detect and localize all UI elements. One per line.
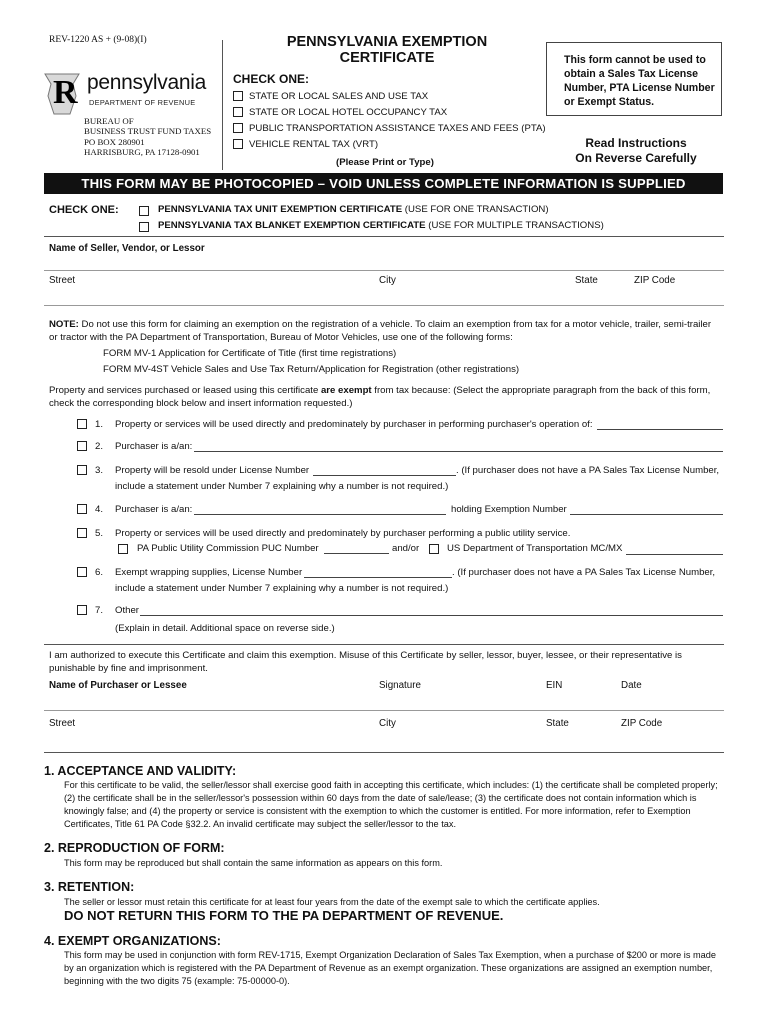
header-divider [222, 40, 223, 170]
notice-text: This form cannot be used to obtain a Sales Tax License Number, PTA License Number or Exempt Status. [564, 54, 715, 108]
purchaser-name-label: Name of Purchaser or Lessee [49, 680, 187, 691]
reason-3-text: Property will be resold under License Number [115, 465, 310, 476]
reason-7-text: Other [115, 605, 139, 616]
section-1-text: For this certificate to be valid, the seller/lessor shall exercise good faith in accepting this certificate, which includes: (1) the certificate shall be completed properly; (2) the certificate shall be in the seller/lessor's possession within 60 days from the date of sale/lease; (3) the certificate does not contain information which is knowingly false; and (4) the property or service is consistent with the exemption to which the customer is entitled. For more information, refer to Exemption Certificates, Title 61 PA Code §32.2. An invalid certificate may subject the seller/lessor to the tax. [64, 780, 718, 829]
check-one-heading: CHECK ONE: [233, 72, 310, 86]
opt2-rest: (USE FOR MULTIPLE TRANSACTIONS) [425, 220, 604, 231]
seller-street-label: Street [49, 275, 76, 286]
form-mv4st: FORM MV-4ST Vehicle Sales and Use Tax Return/Application for Registration (other registrations) [103, 364, 520, 375]
reason-4-exemption-field[interactable] [570, 514, 723, 515]
form-title [228, 34, 546, 66]
reason-6-checkbox[interactable] [77, 567, 87, 577]
logo-letter: R [53, 74, 78, 111]
reason-6-text-c: include a statement under Number 7 explaining why a number is not required.) [115, 583, 449, 594]
reason-5-checkbox[interactable] [77, 528, 87, 538]
reason-6-text-b: . (If purchaser does not have a PA Sales Tax License Number, [452, 567, 716, 578]
and-or-label: and/or [392, 543, 420, 554]
reason-7-field[interactable] [140, 615, 723, 616]
section-4-text: This form may be used in conjunction with form REV-1715, Exempt Organization Declaration of Sales Tax Exemption, when a purchase of $200 or more is made by an organization which is registered with the PA Department of Revenue as an exempt organization. These organizations are assigned an exemption number, beginning with the two digits 75 (example: 75-00000-0). [64, 950, 716, 986]
reason-number: 4. [95, 504, 104, 515]
blanket-exemption-label [158, 220, 604, 231]
reason-number: 6. [95, 567, 104, 578]
seller-address-field[interactable] [44, 289, 724, 306]
unit-exemption-checkbox[interactable] [139, 206, 149, 216]
seller-name-label: Name of Seller, Vendor, or Lessor [49, 243, 205, 254]
purchaser-address-field[interactable] [44, 732, 724, 753]
notice-box [546, 42, 722, 116]
reason-number: 2. [95, 441, 104, 452]
section-1-title: 1. ACCEPTANCE AND VALIDITY: [44, 764, 237, 778]
option-label: STATE OR LOCAL HOTEL OCCUPANCY TAX [249, 107, 448, 118]
purchaser-name-field[interactable] [44, 694, 724, 711]
section-2-text: This form may be reproduced but shall contain the same information as appears on this form. [64, 858, 443, 868]
option-label: PUBLIC TRANSPORTATION ASSISTANCE TAXES AND FEES (PTA) [249, 123, 546, 134]
property-intro [49, 384, 721, 410]
signature-label: Signature [379, 680, 421, 691]
purchaser-state-label: State [546, 718, 569, 729]
read-instructions-line2: On Reverse Carefully [575, 151, 697, 165]
vehicle-note [49, 318, 721, 344]
logo-name: pennsylvania [87, 71, 206, 94]
reason-3-checkbox[interactable] [77, 465, 87, 475]
unit-exemption-label [158, 204, 549, 215]
reason-3-text-b: . (If purchaser does not have a PA Sales Tax License Number, [456, 465, 720, 476]
opt1-bold: PENNSYLVANIA TAX UNIT EXEMPTION CERTIFICATE [158, 204, 403, 215]
check-one-label: CHECK ONE: [49, 204, 119, 216]
read-instructions-line1: Read Instructions [585, 136, 687, 150]
section-3-warning: DO NOT RETURN THIS FORM TO THE PA DEPARTMENT OF REVENUE. [64, 908, 504, 923]
intro-a: Property and services purchased or leased using this certificate [49, 385, 321, 396]
purchaser-zip-label: ZIP Code [621, 718, 663, 729]
reason-4-type-field[interactable] [194, 514, 446, 515]
address-line: BUREAU OF [84, 116, 134, 126]
reason-7-explain: (Explain in detail. Additional space on reverse side.) [115, 623, 335, 634]
reason-6-license-field[interactable] [304, 577, 452, 578]
address-line: BUSINESS TRUST FUND TAXES [84, 126, 212, 137]
note-label: NOTE: [49, 319, 79, 330]
form-title-line1: PENNSYLVANIA EXEMPTION [286, 34, 488, 50]
purchaser-city-label: City [379, 718, 396, 729]
vrt-checkbox[interactable] [233, 139, 243, 149]
logo-dept: DEPARTMENT OF REVENUE [89, 98, 196, 107]
puc-label: PA Public Utility Commission PUC Number [137, 543, 319, 554]
reason-4-checkbox[interactable] [77, 504, 87, 514]
reason-number: 5. [95, 528, 104, 539]
seller-state-label: State [575, 275, 598, 286]
opt2-bold: PENNSYLVANIA TAX BLANKET EXEMPTION CERTIFICATE [158, 220, 426, 231]
photocopy-banner [44, 173, 723, 194]
reason-4-text-b: holding Exemption Number [451, 504, 567, 515]
usdot-number-field[interactable] [626, 554, 723, 555]
seller-zip-label: ZIP Code [634, 275, 676, 286]
pta-checkbox[interactable] [233, 123, 243, 133]
reason-number: 1. [95, 419, 104, 430]
pa-revenue-logo [43, 72, 223, 116]
banner-text: THIS FORM MAY BE PHOTOCOPIED – VOID UNLESS COMPLETE INFORMATION IS SUPPLIED [81, 176, 686, 191]
reason-1-text: Property or services will be used directly and predominately by purchaser in performing purchaser's operation of: [115, 419, 593, 430]
print-note: (Please Print or Type) [336, 157, 434, 168]
opt1-rest: (USE FOR ONE TRANSACTION) [402, 204, 549, 215]
sales-use-tax-checkbox[interactable] [233, 91, 243, 101]
form-code: REV-1220 AS + (9-08)(I) [49, 35, 147, 45]
reason-number: 7. [95, 605, 104, 616]
address-line: PO BOX 280901 [84, 136, 145, 147]
blanket-exemption-checkbox[interactable] [139, 222, 149, 232]
puc-checkbox[interactable] [118, 544, 128, 554]
ein-label: EIN [546, 680, 563, 691]
reason-2-field[interactable] [194, 451, 723, 452]
puc-number-field[interactable] [324, 553, 389, 554]
reason-3-license-field[interactable] [313, 475, 456, 476]
bureau-address [84, 116, 211, 158]
intro-c: from tax because: (Select the appropriate paragraph from the back of this form, check the corresponding block below and insert information requested.) [49, 385, 711, 409]
intro-b: are exempt [320, 385, 372, 396]
option-label: STATE OR LOCAL SALES AND USE TAX [249, 91, 429, 102]
reason-1-checkbox[interactable] [77, 419, 87, 429]
date-label: Date [621, 680, 642, 691]
divider [44, 644, 724, 645]
section-2-title: 2. REPRODUCTION OF FORM: [44, 841, 225, 855]
reason-2-checkbox[interactable] [77, 441, 87, 451]
reason-6-text: Exempt wrapping supplies, License Number [115, 567, 303, 578]
reason-number: 3. [95, 465, 104, 476]
section-3-title: 3. RETENTION: [44, 880, 135, 894]
reason-5-text: Property or services will be used directly and predominately by purchaser performing a public utility service. [115, 528, 571, 539]
seller-city-label: City [379, 275, 396, 286]
usdot-label: US Department of Transportation MC/MX [447, 543, 623, 554]
reason-4-text: Purchaser is a/an: [115, 504, 193, 515]
reason-1-field[interactable] [597, 429, 723, 430]
reason-3-text-c: include a statement under Number 7 explaining why a number is not required.) [115, 481, 449, 492]
address-line: HARRISBURG, PA 17128-0901 [84, 147, 200, 158]
divider [44, 236, 724, 237]
seller-name-field[interactable] [44, 257, 724, 271]
option-label: VEHICLE RENTAL TAX (VRT) [249, 139, 379, 150]
usdot-checkbox[interactable] [429, 544, 439, 554]
form-title-line2: CERTIFICATE [339, 50, 435, 66]
purchaser-street-label: Street [49, 718, 76, 729]
reason-2-text: Purchaser is a/an: [115, 441, 193, 452]
section-4-title: 4. EXEMPT ORGANIZATIONS: [44, 934, 221, 948]
hotel-occupancy-checkbox[interactable] [233, 107, 243, 117]
read-instructions [548, 136, 724, 166]
reason-7-checkbox[interactable] [77, 605, 87, 615]
section-3-text: The seller or lessor must retain this certificate for at least four years from the date of the exempt sale to which the certificate applies. [64, 897, 600, 907]
form-mv1: FORM MV-1 Application for Certificate of Title (first time registrations) [103, 348, 397, 359]
authorization-statement: I am authorized to execute this Certificate and claim this exemption. Misuse of this Certificate by seller, lessor, buyer, lessee, or their representative is punishable by fine and imprisonment. [49, 650, 682, 674]
note-text: Do not use this form for claiming an exemption on the registration of a vehicle. To claim an exemption from tax for a motor vehicle, trailer, semi-trailer or tractor with the PA Department of Transportation, Bureau of Motor Vehicles, use one of the following forms: [49, 319, 712, 343]
